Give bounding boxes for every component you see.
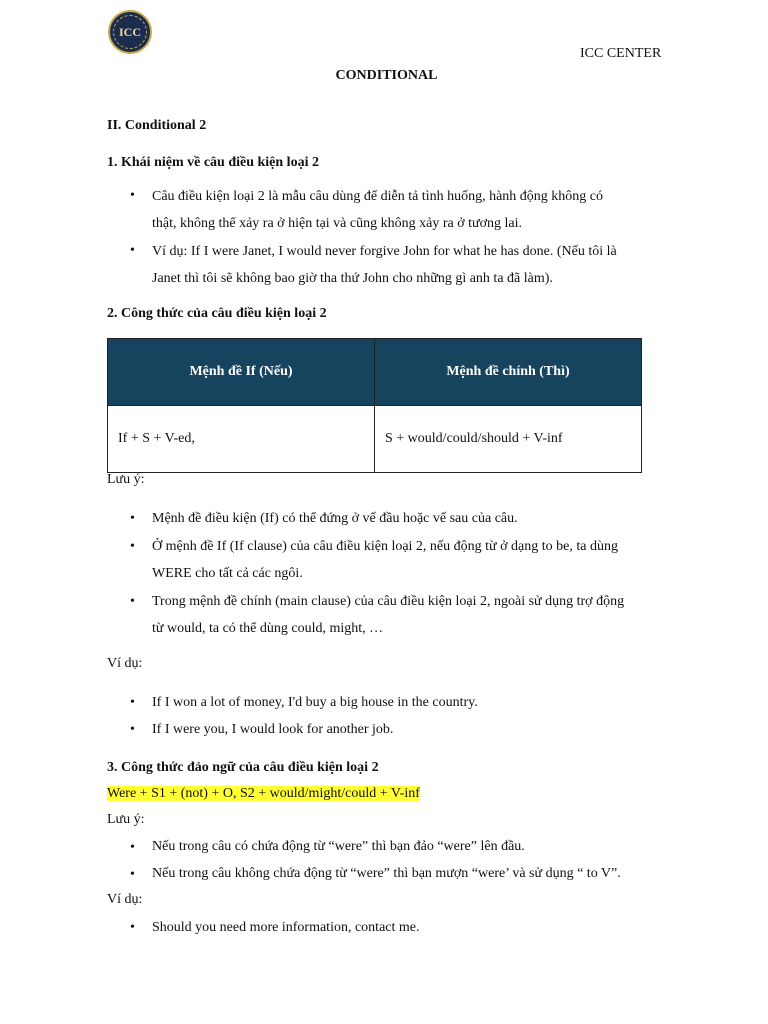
center-name: ICC CENTER	[580, 46, 662, 61]
section-title: II. Conditional 2	[107, 118, 207, 133]
bullet-icon: •	[130, 920, 135, 935]
part2-example-2	[152, 716, 672, 743]
part3-heading: 3. Công thức đảo ngữ của câu điều kiện loại 2	[107, 760, 379, 775]
part2-note-3	[152, 588, 672, 642]
bullet-icon: •	[130, 594, 135, 609]
part3-example-1	[152, 914, 672, 941]
bullet-icon: •	[130, 722, 135, 737]
line: Nếu trong câu có chứa động từ “were” thì bạn đảo “were” lên đầu.	[152, 839, 525, 854]
line: Ví dụ: If I were Janet, I would never forgive John for what he has done. (Nếu tôi là	[152, 244, 617, 259]
line: Ở mệnh đề If (If clause) của câu điều kiện loại 2, nếu động từ ở dạng to be, ta dùng	[152, 539, 618, 554]
example-label: Ví dụ:	[107, 656, 143, 671]
note-label: Lưu ý:	[107, 812, 145, 827]
line: Mệnh đề điều kiện (If) có thể đứng ở vế đầu hoặc vế sau của câu.	[152, 511, 518, 526]
part3-note-2	[152, 860, 672, 887]
line: từ would, ta có thể dùng could, might, …	[152, 621, 384, 636]
part2-note-1	[152, 505, 672, 532]
line: Nếu trong câu không chứa động từ “were” thì bạn mượn “were’ và sử dụng “ to V”.	[152, 866, 621, 881]
part1-bullet-2	[152, 238, 672, 292]
logo-text: ICC	[118, 24, 141, 39]
line: If I won a lot of money, I'd buy a big house in the country.	[152, 695, 478, 710]
note-label: Lưu ý:	[107, 472, 145, 487]
part2-note-2	[152, 533, 672, 587]
bullet-icon: •	[130, 511, 135, 526]
icc-logo	[108, 10, 152, 54]
table-cell-if: If + S + V-ed,	[108, 406, 375, 473]
line: thật, không thể xảy ra ở hiện tại và cũng không xảy ra ở tương lai.	[152, 216, 522, 231]
bullet-icon: •	[130, 188, 135, 203]
table-header-main: Mệnh đề chính (Thì)	[375, 339, 642, 406]
line: Câu điều kiện loại 2 là mẫu câu dùng để diễn tả tình huống, hành động không có	[152, 189, 604, 204]
bullet-icon: •	[130, 695, 135, 710]
part2-example-1	[152, 689, 672, 716]
part3-note-1	[152, 833, 672, 860]
table-row	[108, 406, 642, 473]
bullet-icon: •	[130, 243, 135, 258]
part1-bullet-1	[152, 183, 672, 237]
example-label: Ví dụ:	[107, 892, 143, 907]
bullet-icon: •	[130, 840, 135, 855]
part1-heading: 1. Khái niệm về câu điều kiện loại 2	[107, 155, 319, 170]
line: Janet thì tôi sẽ không bao giờ tha thứ John cho những gì anh ta đã làm).	[152, 271, 553, 286]
page-title: CONDITIONAL	[335, 68, 438, 83]
line: Trong mệnh đề chính (main clause) của câu điều kiện loại 2, ngoài sử dụng trợ động	[152, 594, 625, 609]
inversion-formula	[107, 786, 420, 802]
part2-heading: 2. Công thức của câu điều kiện loại 2	[107, 306, 327, 321]
line: WERE cho tất cả các ngôi.	[152, 566, 303, 581]
formula-table	[107, 338, 642, 473]
bullet-icon: •	[130, 867, 135, 882]
table-header-row	[108, 339, 642, 406]
logo-ring	[113, 15, 147, 49]
table-cell-main: S + would/could/should + V-inf	[375, 406, 642, 473]
bullet-icon: •	[130, 539, 135, 554]
highlighted-formula: Were + S1 + (not) + O, S2 + would/might/could + V-inf	[107, 786, 420, 801]
table-header-if: Mệnh đề If (Nếu)	[108, 339, 375, 406]
line: Should you need more information, contact me.	[152, 920, 420, 935]
line: If I were you, I would look for another job.	[152, 722, 394, 737]
